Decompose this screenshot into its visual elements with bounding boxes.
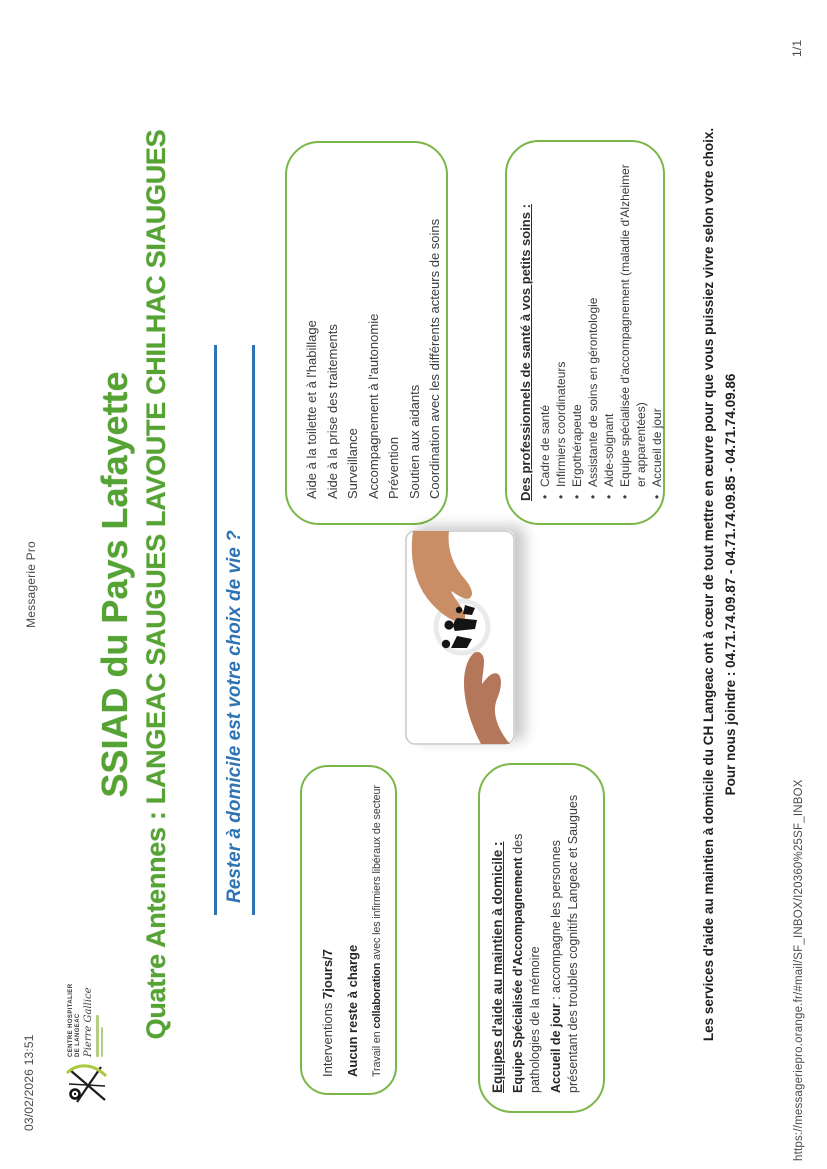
service-item: Prévention [386, 436, 401, 499]
tagline-banner [214, 345, 255, 915]
commitment-item [315, 773, 340, 1077]
service-item: Aide à la toilette et à l'habillage [304, 320, 319, 499]
professional-item: • Aide-soignant [601, 158, 617, 501]
teams-text: : accompagne les personnes présentant des troubles cognitifs Langeac et Saugues [549, 794, 580, 1093]
teams-text: des pathologies de la mémoire [511, 833, 542, 1093]
commitment-text: avec les infirmiers libéraux de secteur [371, 785, 383, 963]
service-item: Coordination avec les différents acteurs de soins [427, 218, 442, 499]
professional-item: • Equipe spécialisée d'accompagnement (maladie d'Alzheimer er apparentées) [617, 158, 649, 501]
teams-bold: Accueil de jour [549, 1003, 563, 1093]
professionals-box [505, 140, 665, 525]
flyer-subtitle: Quatre Antennes : LANGEAC SAUGUES LAVOUTE CHILHAC SIAUGUES [141, 129, 171, 1040]
service-item: Aide à la prise des traitements [324, 324, 340, 499]
tagline-text: Rester à domicile est votre choix de vie ? [224, 530, 245, 903]
hospital-name-line2: DE LANGEAC [75, 1013, 81, 1057]
teams-bold: Equipe Spécialisée d'Accompagnement [511, 857, 525, 1093]
professional-item: • Infirmiers coordinateurs [553, 158, 569, 501]
professional-item: • Assistante de soins en gérontologie [585, 158, 601, 501]
commitment-bold: 7jours/7 [320, 949, 335, 999]
hospital-name-line1: CENTRE HOSPITALIER [68, 983, 74, 1057]
teams-heading: Equipes d'aide au maintien à domicile : [490, 841, 505, 1093]
commitment-item [365, 773, 390, 1077]
commitment-text: Travail en [371, 1028, 383, 1077]
commitments-box [300, 765, 397, 1095]
professional-item: • Accueil de jour [649, 158, 665, 501]
print-header-datetime: 03/02/2026 13:51 [22, 1034, 36, 1131]
print-footer-page-number: 1/1 [790, 39, 804, 57]
service-item: Surveillance [345, 428, 360, 499]
closing-line-1: Les services d'aide au maintien à domicile du CH Langeac ont à cœur de tout mettre en œuvre pour que vous puissiez vivre selon votre choix. [701, 127, 716, 1042]
print-footer-url: https://messageriepro.orange.fr/#mail/SF_INBOX/I20360%25SF_INBOX [793, 779, 805, 1161]
service-item: Soutien aux aidants [406, 384, 422, 499]
professional-item: • Ergothérapeute [569, 158, 585, 501]
professionals-list [537, 158, 665, 501]
closing-line-2: Pour nous joindre : 04.71.74.09.87 - 04.71.74.09.85 - 04.71.74.09.86 [723, 373, 738, 796]
teams-paragraph [548, 779, 581, 1093]
professionals-heading: Des professionnels de santé à vos petits soins : [518, 204, 533, 501]
services-box [285, 141, 448, 525]
commitment-bold: collaboration [371, 962, 383, 1029]
teams-paragraph [510, 779, 543, 1093]
teams-box [478, 763, 605, 1113]
print-header-title: Messagerie Pro [24, 541, 38, 628]
professional-item: • Cadre de santé [537, 158, 553, 501]
hands-family-photo [405, 530, 515, 745]
flyer-title: SSIAD du Pays Lafayette [94, 371, 135, 798]
hospital-signature: Pierre Gallice [83, 987, 94, 1057]
commitment-bold: Aucun reste à charge [345, 944, 360, 1077]
service-item: Accompagnement à l'autonomie [365, 313, 381, 499]
commitment-text: Interventions [320, 998, 335, 1077]
commitment-item [340, 773, 365, 1077]
